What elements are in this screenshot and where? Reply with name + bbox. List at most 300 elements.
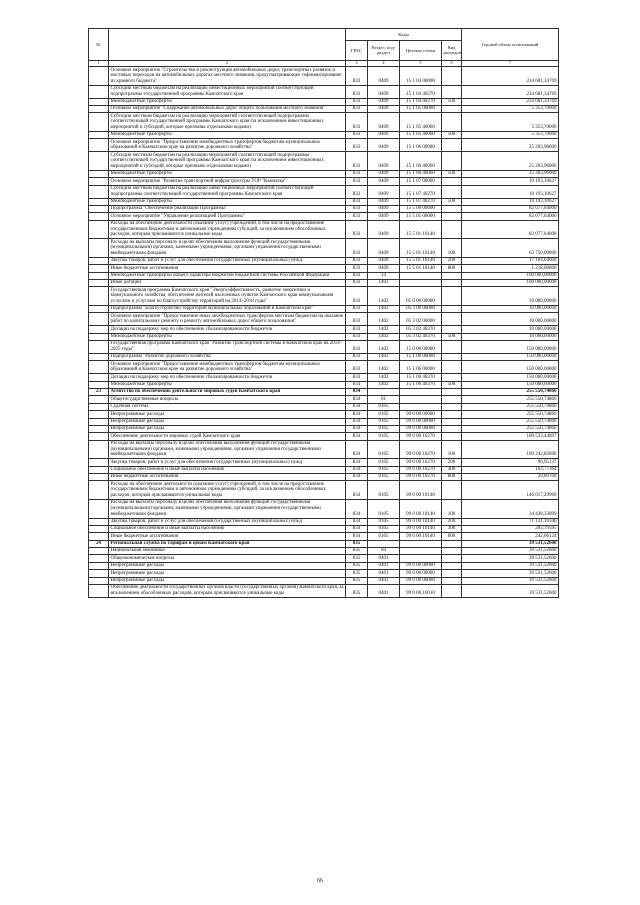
row-section: 1402: [368, 326, 400, 333]
row-name: Расходы на выплаты персоналу в целях обеспечения выполнения функций государственными (муниципальными) органами, казенными учреждениями, органами управления государственными внебюджетными фондами: [109, 499, 346, 518]
table-row: [89, 185, 559, 198]
row-section: 0401: [368, 577, 400, 584]
row-number: [89, 67, 109, 86]
row-amount: 10 193,10627: [462, 178, 559, 185]
row-name: Национальная экономика: [109, 548, 346, 555]
row-amount: 255 550,74866: [462, 389, 559, 396]
row-name: Непрограммные расходы: [109, 562, 346, 569]
row-number: [89, 257, 109, 264]
row-number: [89, 132, 109, 139]
row-exp-type: [442, 562, 462, 569]
row-target: 99 0 00 10270: [400, 474, 442, 481]
row-section: 01: [368, 396, 400, 403]
row-target: 15 1 06 40060: [400, 152, 442, 171]
row-amount: 163,77364: [462, 466, 559, 473]
row-target: 99 0 00 10270: [400, 440, 442, 459]
row-target: [400, 280, 442, 287]
row-amount: 10 193,10627: [462, 185, 559, 198]
row-grbs: 833: [346, 113, 368, 132]
row-target: [400, 272, 442, 279]
row-section: [368, 389, 400, 396]
column-index: 1: [89, 60, 109, 66]
row-section: 0409: [368, 185, 400, 198]
row-amount: 82 077,64000: [462, 206, 559, 213]
row-number: [89, 381, 109, 388]
row-grbs: 833: [346, 280, 368, 287]
header-target: Целевая статья: [400, 41, 442, 61]
row-section: 0105: [368, 518, 400, 525]
row-grbs: 833: [346, 381, 368, 388]
row-target: [400, 389, 442, 396]
row-section: 0401: [368, 555, 400, 562]
row-target: 15 1 05 40060: [400, 132, 442, 139]
row-number: [89, 533, 109, 540]
row-grbs: 834: [346, 466, 368, 473]
row-target: 05 3 02 40370: [400, 333, 442, 340]
column-index: 2: [109, 60, 346, 66]
row-exp-type: [442, 361, 462, 374]
row-name: Субсидии местным бюджетам на реализацию мероприятий соответствующей подпрограммы соответствующей государственной программы Камчатского края (за исключением инвестиционных мероприятий и субсидий, которые признаны отдельными кодами): [109, 113, 346, 132]
row-section: 0409: [368, 170, 400, 177]
table-row: [89, 540, 559, 547]
row-name: Социальное обеспечение и иные выплаты населению: [109, 466, 346, 473]
row-amount: 63 750,00000: [462, 239, 559, 258]
row-name: Дотации на поддержку мер по обеспечению сбалансированности бюджетов: [109, 374, 346, 381]
table-row: [89, 474, 559, 481]
row-grbs: 834: [346, 433, 368, 440]
table-row: [89, 411, 559, 418]
row-exp-type: [442, 411, 462, 418]
header-exp-type: Вид расходов: [442, 41, 462, 61]
page-number: 66: [317, 878, 323, 884]
header-num: №: [89, 29, 109, 61]
row-exp-type: [442, 67, 462, 86]
row-grbs: 833: [346, 132, 368, 139]
row-name: Расходы на обеспечение деятельности (оказание услуг) учреждений, в том числе на предоставление государственным бюджетным и автономным учреждениям субсидий, за исключением обособленных расходов, которым присваиваются уникальные коды: [109, 481, 346, 500]
row-target: 15 1 06 00000: [400, 361, 442, 374]
row-name: Государственная программа Камчатского края "Энергоэффективность, развитие энергетики и коммунального хозяйства, обеспечение жителей населенных пунктов Камчатского края коммунальными услугами и услугами по благоустройству территорий на 2014–2018 годы": [109, 287, 346, 306]
row-number: [89, 433, 109, 440]
row-grbs: 833: [346, 313, 368, 326]
row-name: Обеспечение деятельности государственных органов власти (государственных органов) Камчатского края, за исключением обособленных расходов, которым присваиваются уникальные коды: [110, 585, 344, 596]
row-section: 1402: [368, 287, 400, 306]
row-grbs: 835: [346, 570, 368, 577]
table-row: [89, 170, 559, 177]
row-section: 04: [368, 548, 400, 555]
row-exp-type: 500: [442, 170, 462, 177]
row-section: 0401: [368, 562, 400, 569]
row-section: 0409: [368, 198, 400, 205]
row-grbs: 833: [346, 106, 368, 113]
row-target: [400, 396, 442, 403]
row-section: 0105: [368, 411, 400, 418]
row-exp-type: 500: [442, 198, 462, 205]
row-name: Основное мероприятие "Управление реализацией Программы": [109, 213, 346, 220]
table-row: [89, 113, 559, 132]
row-amount: 39 531,52600: [462, 540, 559, 547]
table-row: [89, 389, 559, 396]
row-target: 15 0 00 00000: [400, 341, 442, 354]
table-row: [89, 403, 559, 410]
row-number: [89, 178, 109, 185]
row-section: 0409: [368, 178, 400, 185]
row-exp-type: [442, 280, 462, 287]
row-target: 99 0 00 00000: [400, 570, 442, 577]
row-grbs: 834: [346, 459, 368, 466]
row-amount: 39 531,52600: [462, 555, 559, 562]
row-number: [89, 265, 109, 272]
row-exp-type: 500: [442, 381, 462, 388]
row-exp-type: 100: [442, 499, 462, 518]
row-exp-type: [442, 287, 462, 306]
row-amount: 5 353,70000: [462, 113, 559, 132]
row-target: 15 5 01 10140: [400, 265, 442, 272]
column-index: 3: [346, 60, 368, 66]
row-name: Региональная служба по тарифам и ценам Камчатского края: [109, 540, 346, 547]
row-name: Субсидии местным бюджетам на реализацию мероприятий соответствующей подпрограммы соответствующей государственной программы Камчатского края (за исключением инвестиционных мероприятий и субсидий, которые признаны отдельными кодами): [109, 152, 346, 171]
header-annual: Годовой объем ассигнований: [462, 29, 559, 61]
row-section: 0409: [368, 239, 400, 258]
row-grbs: 833: [346, 98, 368, 105]
row-exp-type: [442, 106, 462, 113]
row-number: [89, 213, 109, 220]
row-exp-type: [442, 418, 462, 425]
row-grbs: 833: [346, 257, 368, 264]
table-row: [89, 433, 559, 440]
row-section: [368, 540, 400, 547]
row-name: Субсидии местным бюджетам на реализацию инвестиционных мероприятий соответствующей подпрограммы государственной программы Камчатского края: [109, 85, 346, 98]
row-number: 23: [89, 389, 109, 396]
row-number: [89, 152, 109, 171]
table-row: [89, 577, 559, 584]
row-number: [89, 170, 109, 177]
table-row: [89, 132, 559, 139]
row-exp-type: [442, 272, 462, 279]
row-amount: 160 000,00000: [462, 280, 559, 287]
table-row: [89, 555, 559, 562]
row-number: [89, 411, 109, 418]
row-target: 99 0 00 10140: [400, 518, 442, 525]
row-amount: 109 533,44897: [462, 433, 559, 440]
row-grbs: 833: [346, 265, 368, 272]
row-grbs: 833: [346, 85, 368, 98]
row-amount: 39 531,52600: [462, 584, 559, 597]
row-target: [400, 548, 442, 555]
table-row: [89, 396, 559, 403]
row-name: Межбюджетные трансферты общего характера бюджетам бюджетной системы Российской Федерации: [109, 272, 346, 279]
row-exp-type: [442, 396, 462, 403]
row-section: 0409: [368, 220, 400, 239]
table-row: [89, 85, 559, 98]
row-grbs: 834: [346, 396, 368, 403]
row-target: 15 1 07 40270: [400, 185, 442, 198]
row-number: [89, 98, 109, 105]
table-row: [89, 305, 559, 312]
row-exp-type: [442, 354, 462, 361]
row-target: 15 5 01 00000: [400, 213, 442, 220]
table-row: [89, 374, 559, 381]
row-grbs: 835: [346, 584, 368, 597]
row-grbs: 833: [346, 213, 368, 220]
row-number: [89, 548, 109, 555]
row-grbs: 833: [346, 361, 368, 374]
row-grbs: 833: [346, 185, 368, 198]
row-amount: 109 242,82696: [462, 440, 559, 459]
row-section: 0105: [368, 466, 400, 473]
row-number: [89, 333, 109, 340]
row-grbs: 834: [346, 518, 368, 525]
row-target: [400, 540, 442, 547]
row-target: 05 3 02 40370: [400, 326, 442, 333]
row-name: Иные бюджетные ассигнования: [109, 533, 346, 540]
row-amount: 10 000,00000: [462, 326, 559, 333]
row-section: 0409: [368, 85, 400, 98]
row-exp-type: 800: [442, 533, 462, 540]
row-amount: 25 203,96000: [462, 170, 559, 177]
row-grbs: 835: [346, 540, 368, 547]
row-grbs: 833: [346, 326, 368, 333]
row-name: Межбюджетные трансферты: [109, 381, 346, 388]
row-amount: 39 531,52600: [462, 577, 559, 584]
row-amount: 255 550,74866: [462, 403, 559, 410]
budget-table: [88, 28, 559, 598]
row-target: 99 0 00 10270: [400, 459, 442, 466]
row-number: [89, 474, 109, 481]
row-name: Непрограммные расходы: [109, 425, 346, 432]
row-number: [89, 106, 109, 113]
row-exp-type: 300: [442, 525, 462, 532]
row-section: 0105: [368, 481, 400, 500]
row-number: [89, 341, 109, 354]
row-grbs: 833: [346, 206, 368, 213]
row-target: 05 0 00 00000: [400, 287, 442, 306]
row-name: Межбюджетные трансферты: [109, 132, 346, 139]
row-exp-type: [442, 305, 462, 312]
row-target: 15 1 06 40370: [400, 381, 442, 388]
row-target: 99 0 00 10140: [400, 533, 442, 540]
row-number: 24: [89, 540, 109, 547]
row-name: Основное мероприятие "Развитие транспортной инфраструктуры ТОР "Камчатка": [109, 178, 346, 185]
row-amount: 234 681,34769: [462, 98, 559, 105]
row-section: 0409: [368, 257, 400, 264]
row-grbs: 833: [346, 178, 368, 185]
row-section: 0105: [368, 403, 400, 410]
row-target: 15 1 06 40060: [400, 170, 442, 177]
row-name: Социальное обеспечение и иные выплаты населению: [109, 525, 346, 532]
row-name: Межбюджетные трансферты: [109, 333, 346, 340]
row-grbs: 834: [346, 499, 368, 518]
row-amount: 39 531,52600: [462, 570, 559, 577]
row-target: 15 1 04 40270: [400, 85, 442, 98]
row-target: 15 1 06 00000: [400, 139, 442, 152]
row-amount: 82 077,64000: [462, 220, 559, 239]
row-number: [89, 466, 109, 473]
row-section: 0105: [368, 459, 400, 466]
row-grbs: 833: [346, 272, 368, 279]
row-exp-type: 200: [442, 257, 462, 264]
row-grbs: 835: [346, 548, 368, 555]
table-row: [89, 341, 559, 354]
row-section: 0409: [368, 152, 400, 171]
table-row: [89, 354, 559, 361]
row-name: Непрограммные расходы: [109, 418, 346, 425]
row-number: [89, 374, 109, 381]
row-grbs: 833: [346, 287, 368, 306]
table-row: [89, 466, 559, 473]
row-grbs: 833: [346, 170, 368, 177]
row-section: 1402: [368, 313, 400, 326]
header-section: Раздел, под-раздел: [368, 41, 400, 61]
row-number: [89, 440, 109, 459]
table-row: [89, 418, 559, 425]
row-exp-type: [442, 540, 462, 547]
row-grbs: 833: [346, 341, 368, 354]
row-amount: 25 203,96000: [462, 152, 559, 171]
row-exp-type: [442, 577, 462, 584]
table-row: [89, 239, 559, 258]
row-section: 0409: [368, 98, 400, 105]
row-section: 1402: [368, 280, 400, 287]
row-number: [89, 305, 109, 312]
row-number: [89, 272, 109, 279]
row-section: 1402: [368, 381, 400, 388]
row-section: 0105: [368, 474, 400, 481]
table-row: [89, 67, 559, 86]
row-grbs: 834: [346, 389, 368, 396]
table-row: [89, 584, 559, 597]
row-amount: 242,06124: [462, 533, 559, 540]
row-section: 1402: [368, 341, 400, 354]
row-number: [89, 584, 109, 597]
row-exp-type: 200: [442, 518, 462, 525]
row-amount: 146 017,29969: [462, 481, 559, 500]
row-amount: 1 218,00000: [462, 265, 559, 272]
row-number: [89, 577, 109, 584]
row-target: 99 0 00 10140: [400, 525, 442, 532]
row-section: 0409: [368, 67, 400, 86]
row-exp-type: [442, 220, 462, 239]
row-amount: 29,89700: [462, 474, 559, 481]
row-exp-type: [442, 403, 462, 410]
row-name: Расходы на выплаты персоналу в целях обеспечения выполнения функций государственными (муниципальными) органами, казенными учреждениями, органами управления государственными внебюджетными фондами: [109, 239, 346, 258]
row-section: 1402: [368, 333, 400, 340]
table-row: [89, 570, 559, 577]
row-exp-type: [442, 341, 462, 354]
row-exp-type: 800: [442, 474, 462, 481]
row-exp-type: [442, 326, 462, 333]
table-row: [89, 287, 559, 306]
table-row: [89, 313, 559, 326]
row-grbs: 834: [346, 474, 368, 481]
row-amount: 82 077,64000: [462, 213, 559, 220]
row-target: 15 1 05 00000: [400, 106, 442, 113]
row-grbs: 835: [346, 562, 368, 569]
row-section: 0409: [368, 213, 400, 220]
row-number: [89, 361, 109, 374]
row-section: 1402: [368, 374, 400, 381]
row-name: Межбюджетные трансферты: [109, 198, 346, 205]
row-number: [89, 287, 109, 306]
row-amount: 10 000,00000: [462, 313, 559, 326]
table-row: [89, 257, 559, 264]
row-number: [89, 313, 109, 326]
row-name: Субсидии местным бюджетам на реализацию инвестиционных мероприятий соответствующей подпрограммы соответствующей государственной программы Камчатского края: [109, 185, 346, 198]
row-target: 99 0 00 00000: [400, 411, 442, 418]
row-section: 14: [368, 272, 400, 279]
row-exp-type: 500: [442, 132, 462, 139]
row-name: Подпрограмма "Обеспечение реализации Программы": [109, 206, 346, 213]
row-grbs: 834: [346, 440, 368, 459]
row-exp-type: [442, 548, 462, 555]
table-row: [89, 333, 559, 340]
row-amount: 234 681,34769: [462, 67, 559, 86]
row-target: [400, 403, 442, 410]
row-exp-type: 500: [442, 333, 462, 340]
row-grbs: 835: [346, 577, 368, 584]
header-name: [109, 29, 346, 61]
table-header-row: [89, 29, 559, 41]
row-section: 1402: [368, 361, 400, 374]
row-amount: 255 550,74866: [462, 396, 559, 403]
row-name: Основное мероприятие "Предоставление межбюджетных трансфертов бюджетам муниципальных образований в Камчатском крае на развитие дорожного хозяйства": [109, 139, 346, 152]
row-amount: 160 000,00000: [462, 272, 559, 279]
table-row: [89, 206, 559, 213]
row-name: Межбюджетные трансферты: [109, 98, 346, 105]
row-target: 99 0 00 00000: [400, 418, 442, 425]
row-section: 0105: [368, 433, 400, 440]
row-grbs: 833: [346, 305, 368, 312]
row-exp-type: [442, 152, 462, 171]
row-target: 99 0 00 10140: [400, 481, 442, 500]
row-exp-type: [442, 185, 462, 198]
row-number: [89, 206, 109, 213]
row-grbs: 834: [346, 481, 368, 500]
column-index: 6: [442, 60, 462, 66]
row-name: Обеспечение деятельности мировых судей Камчатского края: [109, 433, 346, 440]
table-row: [89, 361, 559, 374]
table-row: [89, 220, 559, 239]
row-grbs: 833: [346, 354, 368, 361]
table-row: [89, 178, 559, 185]
row-grbs: 833: [346, 198, 368, 205]
row-target: 99 0 00 00000: [400, 577, 442, 584]
row-grbs: 833: [346, 139, 368, 152]
row-number: [89, 396, 109, 403]
row-exp-type: [442, 374, 462, 381]
row-number: [89, 555, 109, 562]
row-exp-type: [442, 178, 462, 185]
table-row: [89, 106, 559, 113]
row-target: 15 5 00 00000: [400, 206, 442, 213]
row-target: 99 0 00 00000: [400, 425, 442, 432]
row-number: [89, 459, 109, 466]
row-target: 15 5 01 10140: [400, 257, 442, 264]
row-amount: 71 131,10346: [462, 518, 559, 525]
row-amount: 96,95137: [462, 459, 559, 466]
row-number: [89, 239, 109, 258]
header-codes: Коды: [346, 29, 462, 41]
row-amount: 39 531,52600: [462, 562, 559, 569]
row-exp-type: [442, 389, 462, 396]
table-row: [89, 533, 559, 540]
table-row: [89, 499, 559, 518]
row-exp-type: [442, 555, 462, 562]
row-section: 0105: [368, 440, 400, 459]
table-row: [89, 481, 559, 500]
table-row: [89, 98, 559, 105]
row-exp-type: [442, 570, 462, 577]
row-name: Основное мероприятие "Предоставление иных межбюджетных трансфертов местным бюджетам на оказание работ по капитальному ремонту и ремонту автомобильных дорог общего пользования": [109, 313, 346, 326]
